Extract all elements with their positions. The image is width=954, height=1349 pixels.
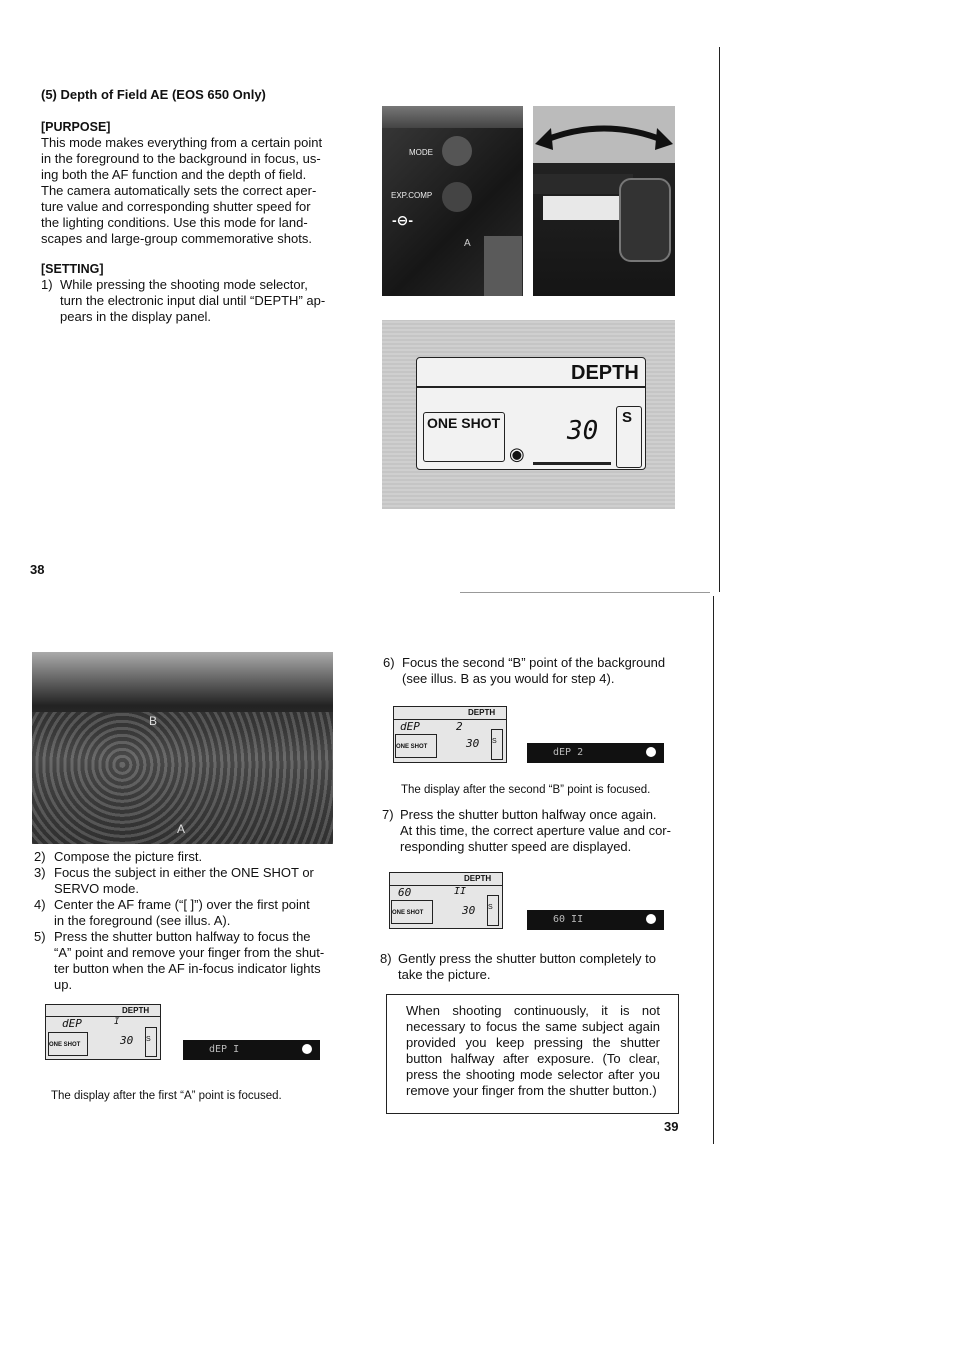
display-b — [393, 706, 507, 763]
purpose-line: This mode makes everything from a certain point — [41, 135, 323, 150]
expcomp-label: EXP.COMP — [391, 191, 433, 200]
camera-top-edge — [382, 106, 523, 128]
display-a — [45, 1004, 161, 1060]
section-heading — [41, 87, 341, 102]
lcd-af-mode: ONE SHOT — [49, 1042, 81, 1048]
lcd-mode-text: DEPTH — [464, 874, 492, 883]
step-line: Focus the subject in either the ONE SHOT or — [54, 865, 314, 880]
rotate-arrow-icon — [533, 106, 675, 176]
page-title: (5) Depth of Field AE (EOS 650 Only) — [41, 87, 266, 102]
focus-dot-icon — [302, 1044, 312, 1054]
camera-dial-photo — [533, 106, 675, 296]
lcd-panel — [416, 357, 646, 470]
page-number-39: 39 — [664, 1119, 679, 1134]
strip-text: dEP I — [209, 1044, 240, 1055]
step-number: 7) — [382, 807, 394, 822]
lcd-code: dEP — [400, 720, 420, 733]
af-label: A — [464, 238, 471, 249]
purpose-label: [PURPOSE] — [41, 120, 111, 134]
purpose-line: ture value and corresponding shutter speed for — [41, 199, 311, 214]
purpose-line: scapes and large-group commemorative shots. — [41, 231, 312, 246]
lcd-num: II — [454, 886, 467, 897]
focus-dot-icon — [646, 747, 656, 757]
caption-a: The display after the first “A” point is focused. — [51, 1090, 282, 1102]
step-line: responding shutter speed are displayed. — [400, 839, 632, 854]
caption-b: The display after the second “B” point is focused. — [401, 784, 651, 796]
step-line: Press the shutter button halfway once again. — [400, 807, 657, 822]
step-number: 1) — [41, 277, 53, 292]
step-number: 4) — [34, 897, 46, 912]
one-shot-box — [423, 412, 505, 462]
step-line: “A” point and remove your finger from the shut- — [54, 945, 325, 960]
step-line: Center the AF frame (“[ ]”) over the first point — [54, 897, 310, 912]
step-line: Compose the picture first. — [54, 849, 203, 864]
camera-grip — [484, 236, 522, 296]
lcd-num: 2 — [456, 720, 463, 733]
focus-dot-icon — [646, 914, 656, 924]
lcd-af-mode: ONE SHOT — [392, 910, 424, 916]
camera-mode-photo — [382, 106, 523, 296]
setting-label: [SETTING] — [41, 262, 104, 276]
one-shot-box — [48, 1032, 88, 1056]
focus-marker-icon: -⊖- — [392, 212, 414, 228]
lcd-value: 30 — [120, 1034, 134, 1047]
step-5 — [34, 929, 334, 993]
step-line: (see illus. B as you would for step 4). — [402, 671, 615, 686]
lcd-s-label: S — [622, 409, 633, 426]
lcd-mode-text: DEPTH — [468, 708, 496, 717]
step-line: turn the electronic input dial until “DEPTH” ap- — [60, 293, 326, 308]
lcd-value: 30 — [462, 904, 476, 917]
point-b-label: B — [149, 714, 158, 728]
purpose-section — [41, 119, 337, 325]
step-2 — [34, 849, 334, 865]
page-number-38: 38 — [30, 562, 45, 577]
top-page-edge — [719, 47, 720, 592]
step-line: SERVO mode. — [54, 881, 140, 896]
purpose-line: in the foreground to the background in focus, us- — [41, 151, 321, 166]
step-number: 6) — [383, 655, 395, 670]
dial-body — [533, 174, 633, 194]
lcd-mode-text: DEPTH — [571, 362, 639, 384]
mode-button-icon — [442, 136, 472, 166]
lcd-num: I — [114, 1017, 120, 1027]
step-line: At this time, the correct aperture value and cor- — [400, 823, 671, 838]
s-indicator — [487, 895, 499, 926]
s-indicator — [491, 729, 503, 760]
s-indicator — [145, 1027, 157, 1057]
step-line: take the picture. — [398, 967, 491, 982]
step-line: Press the shutter button halfway to focus the — [54, 929, 311, 944]
lcd-s-label: S — [488, 904, 493, 911]
step-1 — [41, 277, 337, 325]
step-number: 8) — [380, 951, 392, 966]
viewfinder-strip-c — [527, 910, 664, 930]
purpose-line: The camera automatically sets the correct aper- — [41, 183, 317, 198]
strip-text: 60 II — [553, 914, 584, 925]
lcd-display-photo — [382, 320, 675, 509]
one-shot-box — [391, 900, 433, 924]
step-number: 5) — [34, 929, 46, 944]
display-c — [389, 872, 503, 929]
step-6 — [383, 655, 683, 687]
step-line: Gently press the shutter button completely to — [398, 951, 656, 966]
step-line: pears in the display panel. — [60, 309, 212, 324]
step-7 — [382, 807, 682, 855]
s-indicator — [616, 406, 642, 468]
lcd-value: 30 — [466, 737, 480, 750]
sheep-flock-photo — [32, 652, 333, 844]
expcomp-button-icon — [442, 182, 472, 212]
strip-text: dEP 2 — [553, 747, 584, 758]
lcd-af-mode: ONE SHOT — [427, 415, 501, 431]
steps-list-left — [34, 849, 334, 993]
lcd-s-label: S — [492, 738, 497, 745]
step-3 — [34, 865, 334, 897]
lcd-s-label: S — [146, 1036, 151, 1043]
bottom-page-edge — [713, 596, 714, 1144]
step-line: Focus the second “B” point of the background — [402, 655, 666, 670]
mode-label: MODE — [409, 148, 433, 157]
lcd-af-mode: ONE SHOT — [396, 744, 428, 750]
step-line: While pressing the shooting mode selector, — [60, 277, 308, 292]
lcd-mode-text: DEPTH — [122, 1006, 150, 1015]
lcd-divider — [417, 386, 645, 388]
point-a-label: A — [177, 822, 186, 836]
lcd-code: dEP — [62, 1017, 82, 1030]
step-number: 2) — [34, 849, 46, 864]
step-4 — [34, 897, 334, 929]
viewfinder-strip-b — [527, 743, 664, 763]
focus-bar — [533, 462, 611, 465]
purpose-line: the lighting conditions. Use this mode for land- — [41, 215, 308, 230]
lcd-value: 30 — [567, 416, 599, 446]
fold-line — [460, 592, 710, 593]
in-focus-icon: ◉ — [509, 444, 525, 464]
one-shot-box — [395, 734, 437, 758]
lcd-code: 60 — [398, 886, 412, 899]
step-line: up. — [54, 977, 73, 992]
step-number: 3) — [34, 865, 46, 880]
input-dial — [619, 178, 671, 262]
step-line: ter button when the AF in-focus indicator lights — [54, 961, 321, 976]
viewfinder-strip-a — [183, 1040, 320, 1060]
purpose-line: ing both the AF function and the depth of field. — [41, 167, 307, 182]
step-line: in the foreground (see illus. A). — [54, 913, 231, 928]
step-8 — [380, 951, 680, 983]
continuous-shooting-note: When shooting continuously, it is not necessary to focus the same subject again provided you keep pressing the shutter button halfway after exposure. (To clear, press the shooting mode selector after you remove your finger from the shutter button.) — [386, 994, 679, 1114]
